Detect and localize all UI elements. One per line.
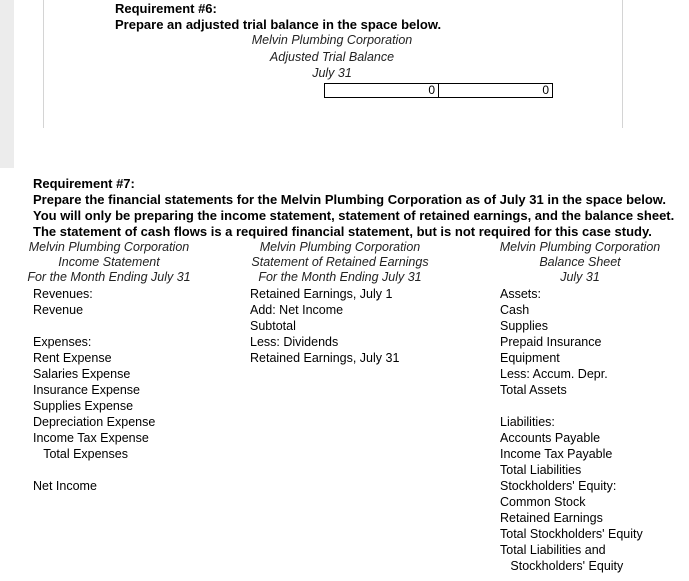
bs-line: Assets:: [500, 287, 541, 301]
bs-line: Prepaid Insurance: [500, 335, 602, 349]
atb-title: Adjusted Trial Balance: [269, 50, 395, 64]
is-line: Revenue: [33, 303, 84, 317]
bs-line: Less: Accum. Depr.: [500, 367, 608, 381]
atb-debit-total[interactable]: 0: [324, 83, 439, 98]
re-line: Add: Net Income: [250, 303, 344, 317]
atb-company: Melvin Plumbing Corporation: [251, 33, 413, 47]
req6-instruction: Prepare an adjusted trial balance in the space below.: [115, 17, 442, 32]
is-line: Total Expenses: [33, 447, 128, 461]
bs-line: Liabilities:: [500, 415, 555, 429]
sheet-margin: [0, 128, 14, 168]
is-line: Rent Expense: [33, 351, 112, 365]
is-period: For the Month Ending July 31: [27, 270, 191, 284]
req7-line1: Prepare the financial statements for the Melvin Plumbing Corporation as of July 31 in the space below.: [33, 192, 667, 207]
bs-line: Total Liabilities: [500, 463, 582, 477]
bs-date: July 31: [560, 270, 600, 284]
req7-line3: The statement of cash flows is a required financial statement, but is not required for this case study.: [33, 224, 652, 239]
sheet-margin: [0, 0, 14, 128]
req6-heading: Requirement #6:: [115, 1, 217, 16]
re-line: Subtotal: [250, 319, 296, 333]
bs-line: Common Stock: [500, 495, 586, 509]
bs-line: Stockholders' Equity:: [500, 479, 617, 493]
bs-line: Total Assets: [500, 383, 567, 397]
is-line: Insurance Expense: [33, 383, 141, 397]
is-line: Supplies Expense: [33, 399, 134, 413]
is-line: Revenues:: [33, 287, 93, 301]
req7-heading: Requirement #7:: [33, 176, 135, 191]
bs-company: Melvin Plumbing Corporation: [499, 240, 661, 254]
atb-date: July 31: [312, 66, 352, 80]
is-title: Income Statement: [58, 255, 160, 269]
is-company: Melvin Plumbing Corporation: [28, 240, 190, 254]
bs-line: Supplies: [500, 319, 548, 333]
re-title: Statement of Retained Earnings: [251, 255, 429, 269]
bs-line: Retained Earnings: [500, 511, 603, 525]
gridline: [43, 0, 44, 128]
bs-line: Equipment: [500, 351, 560, 365]
is-line: Depreciation Expense: [33, 415, 156, 429]
bs-line: Cash: [500, 303, 530, 317]
re-period: For the Month Ending July 31: [258, 270, 422, 284]
req7-line2: You will only be preparing the income statement, statement of retained earnings, and the balance sheet.: [33, 208, 675, 223]
bs-line: Stockholders' Equity: [500, 559, 624, 573]
is-line: Net Income: [33, 479, 97, 493]
bs-line: Total Stockholders' Equity: [500, 527, 643, 541]
is-line: Income Tax Expense: [33, 431, 149, 445]
re-line: Retained Earnings, July 31: [250, 351, 400, 365]
atb-credit-total[interactable]: 0: [438, 83, 553, 98]
is-line: Salaries Expense: [33, 367, 131, 381]
re-line: Retained Earnings, July 1: [250, 287, 393, 301]
bs-line: Total Liabilities and: [500, 543, 606, 557]
bs-title: Balance Sheet: [539, 255, 621, 269]
bs-line: Income Tax Payable: [500, 447, 613, 461]
gridline: [622, 0, 623, 128]
bs-line: Accounts Payable: [500, 431, 601, 445]
re-line: Less: Dividends: [250, 335, 339, 349]
is-line: Expenses:: [33, 335, 92, 349]
re-company: Melvin Plumbing Corporation: [259, 240, 421, 254]
